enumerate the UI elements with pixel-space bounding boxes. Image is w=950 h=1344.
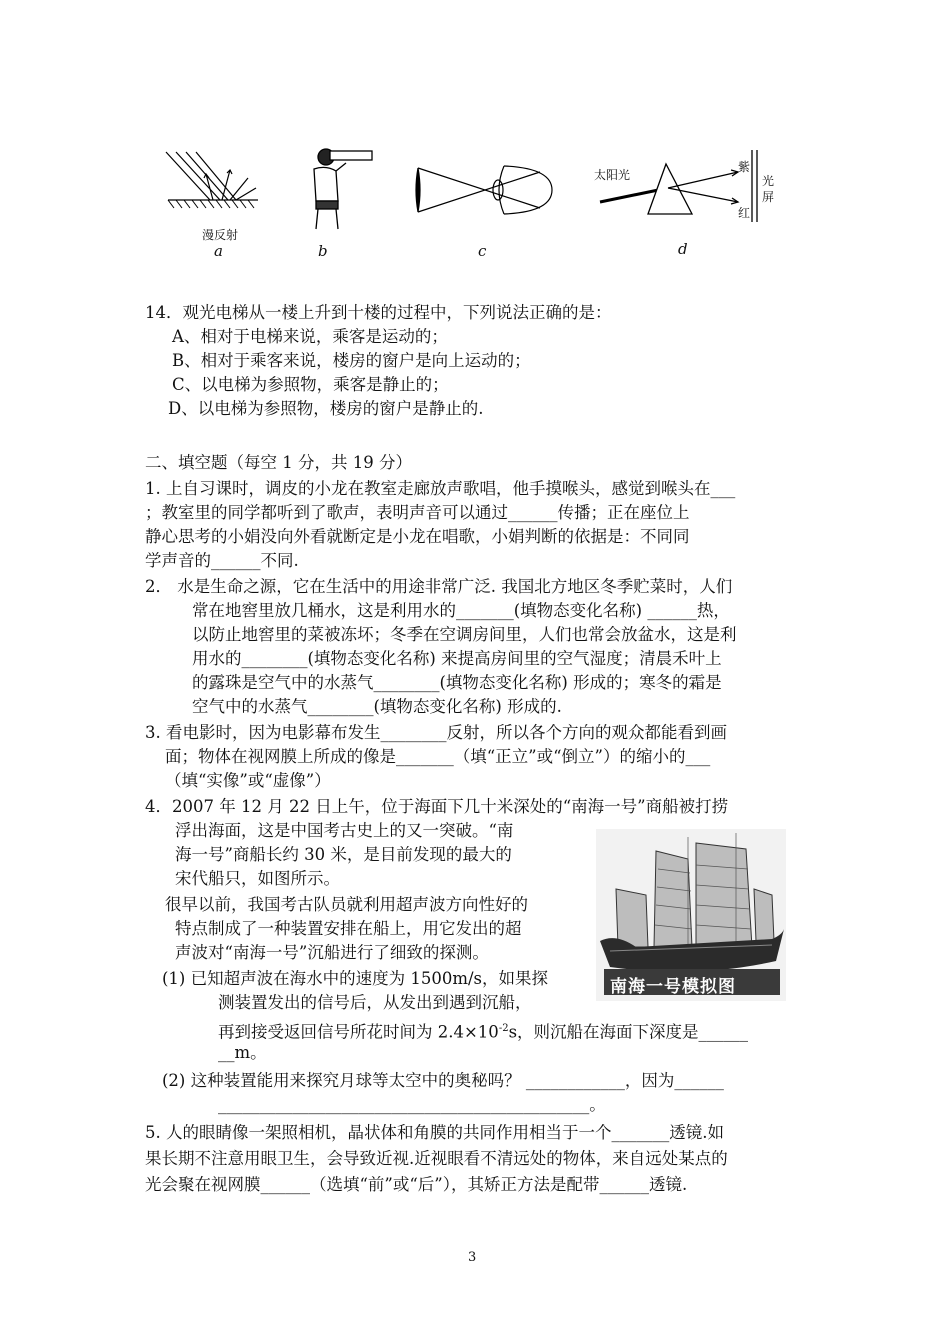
q1-line-3: 静心思考的小娟没向外看就断定是小龙在唱歌，小娟判断的依据是：不同同 xyxy=(145,527,690,546)
q5-line-3: 光会聚在视网膜______（选填“前”或“后”），其矫正方法是配带______透镜. xyxy=(145,1175,688,1194)
q4-line-1: 4．2007 年 12 月 22 日上午，位于海面下几十米深处的“南海一号”商船被打捞 xyxy=(145,797,729,816)
q14-option-a: A、相对于电梯来说，乘客是运动的； xyxy=(172,327,448,346)
q4-line-4: 宋代船只，如图所示。 xyxy=(175,869,340,888)
nanhai-ship-image xyxy=(596,829,786,1001)
figure-b-telescope-person xyxy=(300,145,390,260)
q2-line-2: 常在地窖里放几桶水，这是利用水的_______(填物态变化名称) ______热， xyxy=(192,601,730,620)
q14-option-b: B、相对于乘客来说，楼房的窗户是向上运动的； xyxy=(172,351,531,370)
q2-line-5: 的露珠是空气中的水蒸气________(填物态变化名称) 形成的；寒冬的霜是 xyxy=(192,673,722,692)
q4-sub1-exponent: -2 xyxy=(498,1023,509,1034)
q14-option-c: C、以电梯为参照物，乘客是静止的； xyxy=(172,375,449,394)
q4-sub1-line-3-post: s，则沉船在海面下深度是______ xyxy=(508,1022,749,1042)
q4-sub1-line-2: 测装置发出的信号后，从发出到遇到沉船， xyxy=(218,993,532,1012)
q5-line-2: 果长期不注意用眼卫生，会导致近视.近视眼看不清远处的物体，来自远处某点的 xyxy=(145,1149,728,1168)
page-number: 3 xyxy=(468,1250,477,1265)
figure-d-violet-label: 紫 xyxy=(738,160,751,174)
q4-line-3: 海一号”商船长约 30 米，是目前发现的最大的 xyxy=(175,845,512,864)
figure-d-prism-dispersion xyxy=(588,150,788,260)
q2-line-1: 2． 水是生命之源，它在生活中的用途非常广泛. 我国北方地区冬季贮菜时，人们 xyxy=(145,577,733,596)
q3-line-1: 3. 看电影时，因为电影幕布发生________反射，所以各个方向的观众都能看到画 xyxy=(145,723,727,742)
q1-line-1: 1. 上自习课时，调皮的小龙在教室走廊放声歌唱，他手摸喉头，感觉到喉头在___ xyxy=(145,479,736,498)
figure-d-label: d xyxy=(678,240,688,258)
q4-sub2-line-2: _____________________________________________。 xyxy=(218,1095,606,1114)
q4-sub2-line-1: (2) 这种装置能用来探究月球等太空中的奥秘吗？ ____________，因为______ xyxy=(162,1071,724,1090)
q4-sub1-line-1: (1) 已知超声波在海水中的速度为 1500m/s，如果探 xyxy=(162,969,549,988)
q4-sub1-line-4: __m。 xyxy=(218,1043,267,1062)
q3-line-3: （填“实像”或“虚像”） xyxy=(165,771,331,790)
figure-d-sunlight-label: 太阳光 xyxy=(594,168,631,182)
prism-dispersion-drawing xyxy=(588,150,788,230)
q4-line-2: 浮出海面，这是中国考古史上的又一突破。“南 xyxy=(175,821,514,840)
q1-line-2: ；教室里的同学都听到了歌声，表明声音可以通过______传播；正在座位上 xyxy=(145,503,690,522)
q3-line-2: 面；物体在视网膜上所成的像是_______（填“正立”或“倒立”）的缩小的___ xyxy=(165,747,711,766)
ship-caption: 南海一号模拟图 xyxy=(610,977,736,997)
figure-b-label: b xyxy=(318,242,328,260)
q14-stem: 14．观光电梯从一楼上升到十楼的过程中，下列说法正确的是： xyxy=(145,303,612,322)
figure-c-eye-lens xyxy=(412,160,572,262)
figure-d-red-label: 红 xyxy=(738,206,751,220)
q4-line-5: 很早以前，我国考古队员就利用超声波方向性好的 xyxy=(165,895,528,914)
figure-a-label: a xyxy=(214,242,223,260)
figure-d-screen-label-1: 光 xyxy=(762,174,775,188)
q14-option-d: D、以电梯为参照物，楼房的窗户是静止的. xyxy=(168,399,484,418)
diffuse-reflection-drawing xyxy=(158,148,268,228)
q4-sub1-line-3-pre: 再到接受返回信号所花时间为 2.4×10 xyxy=(218,1022,499,1042)
q1-line-4: 学声音的______不同. xyxy=(145,551,299,570)
eye-lens-drawing xyxy=(412,160,572,220)
q5-line-1: 5. 人的眼睛像一架照相机，晶状体和角膜的共同作用相当于一个_______透镜.如 xyxy=(145,1123,724,1142)
section2-title: 二、填空题（每空 1 分，共 19 分） xyxy=(145,453,412,472)
q2-line-6: 空气中的水蒸气________(填物态变化名称) 形成的. xyxy=(192,697,562,716)
figure-c-label: c xyxy=(478,242,487,260)
q2-line-3: 以防止地窖里的菜被冻坏；冬季在空调房间里，人们也常会放盆水，这是利 xyxy=(192,625,737,644)
person-telescope-drawing xyxy=(300,145,390,233)
figure-a-diffuse-reflection xyxy=(158,148,268,260)
figure-a-caption: 漫反射 xyxy=(202,228,239,242)
q4-sub1-line-3 xyxy=(218,1018,748,1044)
q4-line-6: 特点制成了一种装置安排在船上，用它发出的超 xyxy=(175,919,522,938)
q2-line-4: 用水的________(填物态变化名称) 来提高房间里的空气湿度；清晨禾叶上 xyxy=(192,649,722,668)
q4-line-7: 声波对“南海一号”沉船进行了细致的探测。 xyxy=(175,943,489,962)
figure-d-screen-label-2: 屏 xyxy=(762,190,775,204)
